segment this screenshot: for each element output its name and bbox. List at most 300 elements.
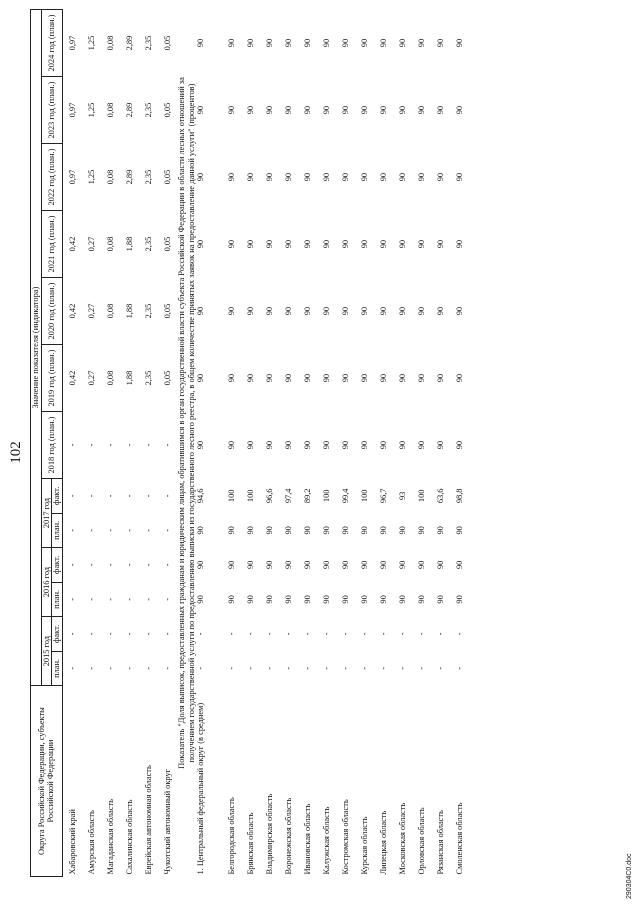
value-cell: 90 [264,306,274,316]
value-cell: - [162,597,172,601]
value-cell: 90 [245,560,255,570]
value-cell: - [86,443,96,447]
value-cell: 90 [226,38,236,48]
value-cell: 90 [378,560,388,570]
value-cell: 90 [378,38,388,48]
value-cell: 90 [321,595,331,604]
value-cell: 90 [264,239,274,249]
value-cell: 90 [454,595,464,604]
region-name: Чукотский автономный округ [162,768,172,875]
value-cell: - [302,632,312,636]
value-cell: 100 [321,489,331,503]
value-cell: 90 [416,560,426,570]
value-cell: 90 [359,440,369,450]
value-cell: 90 [416,38,426,48]
value-cell: - [162,443,172,447]
value-cell: 90 [196,526,206,535]
value-cell: 90 [454,172,464,182]
header-fact: факт. [52,617,63,652]
table-row [139,10,158,877]
value-cell: 90 [245,239,255,249]
value-cell: 90 [302,172,312,182]
value-cell: 90 [359,105,369,115]
value-cell: 90 [416,239,426,249]
indicator-text: Показатель "Доля выписок, предоставленных гражданам и юридическим лицам, обратившимся в орган государственной власти субъекта Российской Федерации в области лесных отношений за получением государственной услуги по предоставлению выписки из государственного лесного реестра, в общем количестве принятых заявок на предоставление данной услуги" (процентов) [176,77,196,769]
value-cell: - [105,528,115,532]
header-2023: 2023 год (план.) [41,77,62,144]
value-cell: 90 [359,38,369,48]
table-row [450,10,469,877]
value-cell: 90 [226,373,236,383]
value-cell: 90 [245,373,255,383]
header-2024: 2024 год (план.) [41,10,62,77]
value-cell: - [196,667,206,670]
value-cell: 0,42 [67,236,77,252]
value-cell: 90 [397,440,407,450]
value-cell: 90 [359,239,369,249]
value-cell: 2,35 [143,303,153,319]
table-row [120,10,139,877]
value-cell: - [124,597,134,601]
value-cell: 90 [196,239,206,249]
value-cell: 2,35 [143,169,153,185]
value-cell: 90 [226,526,236,535]
value-cell: - [67,667,77,670]
table-row [241,10,260,877]
indicator-table [30,9,469,877]
value-cell: - [226,667,236,670]
value-cell: - [124,494,134,498]
value-cell: 100 [245,489,255,503]
table-row [279,10,298,877]
value-cell: - [67,494,77,498]
value-cell: 90 [359,373,369,383]
value-cell: 93 [397,491,407,501]
value-cell: 90 [264,105,274,115]
header-plan: план. [52,513,63,548]
value-cell: 0,05 [162,370,172,386]
value-cell: 90 [454,373,464,383]
value-cell: 90 [359,172,369,182]
region-name: Брянская область [245,812,255,875]
value-cell: 2,35 [143,236,153,252]
header-2016: 2016 год [41,548,52,617]
value-cell: 90 [397,595,407,604]
header-indicator-group: Значение показателя (индикатора) [31,10,42,686]
value-cell: 90 [340,172,350,182]
value-cell: 90 [359,526,369,535]
region-name: Липецкая область [378,810,388,875]
footer-doc-id: 290304C0.doc [626,853,633,899]
value-cell: - [283,667,293,670]
value-cell: 2,89 [124,35,134,51]
value-cell: 0,97 [67,169,77,185]
page-number: 102 [8,441,24,464]
value-cell: 0,97 [67,35,77,51]
value-cell: - [435,632,445,636]
value-cell: - [359,667,369,670]
value-cell: 90 [435,105,445,115]
header-2022: 2022 год (план.) [41,144,62,211]
value-cell: 90 [416,595,426,604]
value-cell: 90 [397,560,407,570]
table-row [431,10,450,877]
value-cell: 90 [340,595,350,604]
value-cell: - [124,528,134,532]
value-cell: - [435,667,445,670]
value-cell: - [105,443,115,447]
table-row [336,10,355,877]
value-cell: - [378,632,388,636]
value-cell: 0,27 [86,303,96,319]
value-cell: - [86,494,96,498]
value-cell: - [143,494,153,498]
value-cell: 90 [378,105,388,115]
value-cell: 90 [226,595,236,604]
table-row [196,10,222,877]
value-cell: - [67,632,77,636]
value-cell: - [397,632,407,636]
value-cell: 90 [416,440,426,450]
table-row [412,10,431,877]
value-cell: 90 [302,440,312,450]
value-cell: 90 [454,306,464,316]
value-cell: 2,35 [143,102,153,118]
value-cell: - [302,667,312,670]
value-cell: - [340,667,350,670]
value-cell: 1,88 [124,236,134,252]
value-cell: - [162,563,172,567]
value-cell: - [143,528,153,532]
value-cell: 90 [226,560,236,570]
value-cell: 90 [321,105,331,115]
value-cell: 90 [340,105,350,115]
value-cell: - [340,632,350,636]
value-cell: 1,88 [124,303,134,319]
value-cell: 90 [340,560,350,570]
value-cell: - [416,667,426,670]
value-cell: 1,25 [86,102,96,118]
header-2018: 2018 год (план.) [41,412,62,479]
value-cell: 90 [302,595,312,604]
value-cell: - [143,563,153,567]
value-cell: 90 [264,526,274,535]
value-cell: 90 [435,239,445,249]
value-cell: - [67,563,77,567]
table-row [374,10,393,877]
value-cell: 94,6 [196,488,206,504]
value-cell: 90 [245,526,255,535]
value-cell: - [359,632,369,636]
region-name: Еврейская автономная область [143,765,153,875]
value-cell: - [416,632,426,636]
value-cell: 90 [264,440,274,450]
value-cell: 90 [378,440,388,450]
value-cell: - [196,632,206,636]
value-cell: 100 [416,489,426,503]
value-cell: 90 [283,38,293,48]
region-name: Орловская область [416,807,426,875]
region-name: Владимирская область [264,793,274,875]
value-cell: 2,89 [124,169,134,185]
value-cell: 90 [340,373,350,383]
value-cell: 90 [435,526,445,535]
value-cell: 90 [340,306,350,316]
region-name: Костромская область [340,799,350,875]
value-cell: - [143,443,153,447]
value-cell: 90 [196,595,206,604]
value-cell: 90 [196,306,206,316]
value-cell: 90 [416,172,426,182]
value-cell: 90 [378,172,388,182]
value-cell: 0,05 [162,236,172,252]
region-name: Воронежская область [283,797,293,875]
value-cell: 96,7 [378,488,388,504]
value-cell: 90 [359,560,369,570]
value-cell: 90 [196,105,206,115]
value-cell: 90 [435,595,445,604]
value-cell: - [143,597,153,601]
value-cell: 90 [226,306,236,316]
value-cell: 100 [359,489,369,503]
indicator-caption [177,10,196,877]
value-cell: 90 [264,172,274,182]
value-cell: - [67,443,77,447]
value-cell: 90 [435,306,445,316]
value-cell: 0,97 [67,102,77,118]
value-cell: 90 [283,172,293,182]
table-row [222,10,241,877]
value-cell: 90 [321,172,331,182]
region-name: Белгородская область [226,797,236,875]
value-cell: 90 [196,560,206,570]
value-cell: 90 [435,373,445,383]
value-cell: 90 [454,38,464,48]
value-cell: 90 [283,595,293,604]
value-cell: 1,88 [124,370,134,386]
value-cell: 90 [226,105,236,115]
value-cell: 90 [378,373,388,383]
header-2020: 2020 год (план.) [41,278,62,345]
value-cell: 0,05 [162,102,172,118]
value-cell: 90 [283,373,293,383]
value-cell: 90 [321,440,331,450]
value-cell: 0,42 [67,303,77,319]
region-name: Рязанская область [435,810,445,875]
value-cell: 90 [196,440,206,450]
value-cell: 90 [397,306,407,316]
value-cell: 90 [416,105,426,115]
value-cell: 90 [397,172,407,182]
value-cell: 90 [378,595,388,604]
table-row [101,10,120,877]
value-cell: 2,35 [143,35,153,51]
value-cell: 2,35 [143,370,153,386]
region-name: Смоленская область [454,802,464,875]
value-cell: 0,27 [86,236,96,252]
value-cell: 90 [245,440,255,450]
value-cell: - [321,632,331,636]
header-plan: план. [52,582,63,617]
value-cell: 97,4 [283,488,293,504]
header-region: Округа Российской Федерации, субъекты Российской Федерации [31,686,63,877]
value-cell: - [264,632,274,636]
value-cell: - [378,667,388,670]
value-cell: 90 [454,239,464,249]
value-cell: 90 [321,239,331,249]
value-cell: - [105,667,115,670]
value-cell: 90 [245,595,255,604]
value-cell: 90 [321,560,331,570]
value-cell: 90 [283,239,293,249]
value-cell: - [162,632,172,636]
value-cell: 90 [264,38,274,48]
value-cell: 90 [454,560,464,570]
value-cell: 90 [454,526,464,535]
value-cell: 90 [340,239,350,249]
table-body-top [62,10,177,877]
value-cell: 90 [435,38,445,48]
region-name: 1. Центральный федеральный округ (в среднем) [196,702,206,875]
value-cell: 90 [435,560,445,570]
table-header [31,10,63,877]
value-cell: 90 [359,306,369,316]
value-cell: - [124,563,134,567]
value-cell: 90 [397,38,407,48]
value-cell: 90 [226,239,236,249]
value-cell: 0,08 [105,102,115,118]
region-name: Сахалинская область [124,799,134,875]
value-cell: - [283,632,293,636]
value-cell: 90 [397,105,407,115]
value-cell: 90 [340,526,350,535]
value-cell: 90 [321,526,331,535]
value-cell: 90 [321,38,331,48]
value-cell: 90 [359,595,369,604]
value-cell: - [67,528,77,532]
value-cell: 90 [283,105,293,115]
value-cell: 90 [196,373,206,383]
value-cell: 90 [340,440,350,450]
value-cell: 90 [378,306,388,316]
header-fact: факт. [52,479,63,514]
value-cell: 1,25 [86,35,96,51]
value-cell: 90 [378,239,388,249]
value-cell: - [124,667,134,670]
header-2021: 2021 год (план.) [41,211,62,278]
value-cell: 90 [416,526,426,535]
value-cell: - [124,632,134,636]
value-cell: 90 [397,526,407,535]
value-cell: 90 [283,306,293,316]
region-name: Калужская область [321,806,331,875]
header-2015: 2015 год [41,617,52,686]
value-cell: 90 [283,440,293,450]
value-cell: 90 [264,595,274,604]
value-cell: 90 [397,239,407,249]
value-cell: 99,4 [340,488,350,504]
table-row [393,10,412,877]
value-cell: 90 [435,172,445,182]
value-cell: 0,42 [67,370,77,386]
value-cell: 90 [283,526,293,535]
value-cell: 90 [340,38,350,48]
header-fact: факт. [52,548,63,583]
value-cell: 90 [416,306,426,316]
value-cell: 90 [321,306,331,316]
value-cell: - [264,667,274,670]
value-cell: 0,05 [162,303,172,319]
header-2019: 2019 год (план.) [41,345,62,412]
value-cell: 90 [397,373,407,383]
region-name: Курская область [359,816,369,875]
value-cell: - [143,667,153,670]
table-row [298,10,317,877]
value-cell: 0,08 [105,35,115,51]
value-cell: 90 [454,440,464,450]
table-body-bottom [196,10,469,877]
value-cell: 96,6 [264,488,274,504]
value-cell: 90 [321,373,331,383]
value-cell: - [245,667,255,670]
value-cell: 0,08 [105,236,115,252]
value-cell: - [454,667,464,670]
region-name: Московская область [397,802,407,875]
value-cell: 90 [302,105,312,115]
value-cell: 98,8 [454,488,464,504]
value-cell: 90 [378,526,388,535]
value-cell: 90 [196,172,206,182]
value-cell: - [86,563,96,567]
value-cell: 2,89 [124,102,134,118]
value-cell: 90 [196,38,206,48]
region-name: Хабаровский край [67,809,77,875]
value-cell: 90 [245,172,255,182]
value-cell: 0,05 [162,35,172,51]
value-cell: 1,25 [86,169,96,185]
value-cell: - [105,563,115,567]
region-name: Магаданская область [105,799,115,875]
value-cell: - [124,443,134,447]
value-cell: 90 [245,105,255,115]
value-cell: 90 [302,373,312,383]
value-cell: - [245,632,255,636]
value-cell: 63,6 [435,488,445,504]
value-cell: 90 [302,526,312,535]
table-row [355,10,374,877]
value-cell: 0,27 [86,370,96,386]
value-cell: - [226,632,236,636]
table-row [260,10,279,877]
table-row [158,10,177,877]
header-2017: 2017 год [41,479,52,548]
value-cell: 0,05 [162,169,172,185]
region-name: Амурская область [86,810,96,875]
value-cell: 90 [302,560,312,570]
value-cell: 90 [454,105,464,115]
region-name: Ивановская область [302,803,312,875]
value-cell: - [105,632,115,636]
value-cell: 90 [283,560,293,570]
value-cell: 90 [245,38,255,48]
value-cell: - [454,632,464,636]
table-row [82,10,101,877]
value-cell: 90 [302,38,312,48]
value-cell: - [162,528,172,532]
value-cell: - [67,597,77,601]
value-cell: 0,08 [105,303,115,319]
value-cell: - [86,597,96,601]
